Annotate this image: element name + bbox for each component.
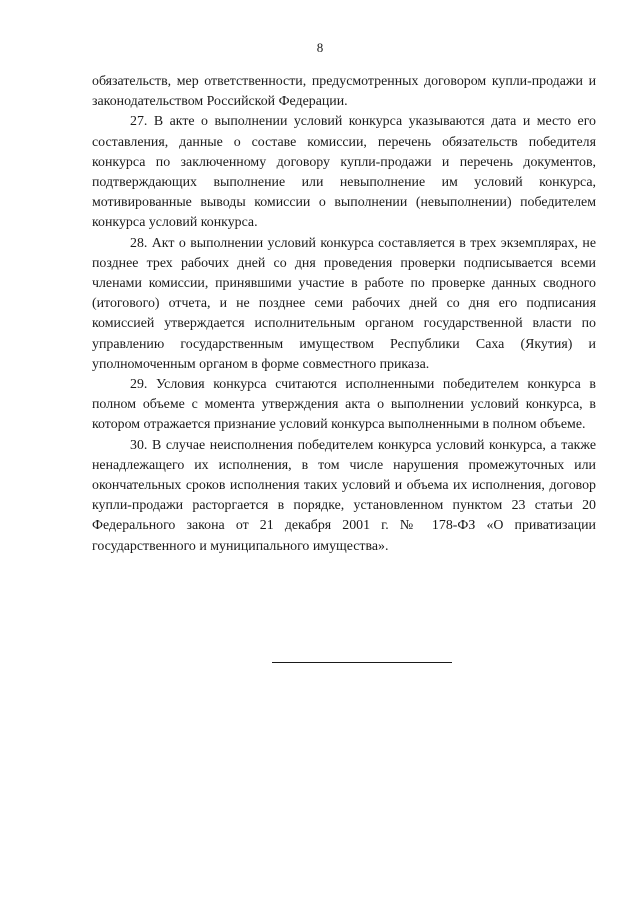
paragraph-29: 29. Условия конкурса считаются исполненными победителем конкурса в полном объеме с момента утверждения акта о выполнении условий конкурса, в котором отражается признание условий конкурса выполненными в полном объеме. <box>92 377 596 433</box>
document-body <box>92 72 596 557</box>
paragraph-30: 30. В случае неисполнения победителем конкурса условий конкурса, а также ненадлежащего их исполнения, в том числе нарушения промежуточных или окончательных сроков исполнения таких условий и объема их исполнения, договор купли-продажи расторгается в порядке, установленном пунктом 23 статьи 20 Федерального закона от 21 декабря 2001 г. № 178-ФЗ «О приватизации государственного и муниципального имущества». <box>92 437 596 554</box>
page-number: 8 <box>316 40 324 55</box>
paragraph-continuation: обязательств, мер ответственности, предусмотренных договором купли-продажи и законодательством Российской Федерации. <box>92 74 596 110</box>
paragraph-28: 28. Акт о выполнении условий конкурса составляется в трех экземплярах, не позднее трех рабочих дней со дня проведения проверки подписывается всеми членами комиссии, принявшими участие в работе по проверке данных сводного (итогового) отчета, и не позднее семи рабочих дней со дня его подписания комиссией утверждается исполнительным органом государственной власти по управлению государственным имуществом Республики Саха (Якутия) и уполномоченным органом в форме совместного приказа. <box>92 235 596 372</box>
paragraph-27: 27. В акте о выполнении условий конкурса указываются дата и место его составления, данные о составе комиссии, перечень обязательств победителя конкурса по заключенному договору купли-продажи и перечень документов, подтверждающих выполнение или невыполнение им условий конкурса, мотивированные выводы комиссии о выполнении (невыполнении) победителем конкурса условий конкурса. <box>92 114 596 231</box>
closing-separator-line <box>272 662 452 663</box>
